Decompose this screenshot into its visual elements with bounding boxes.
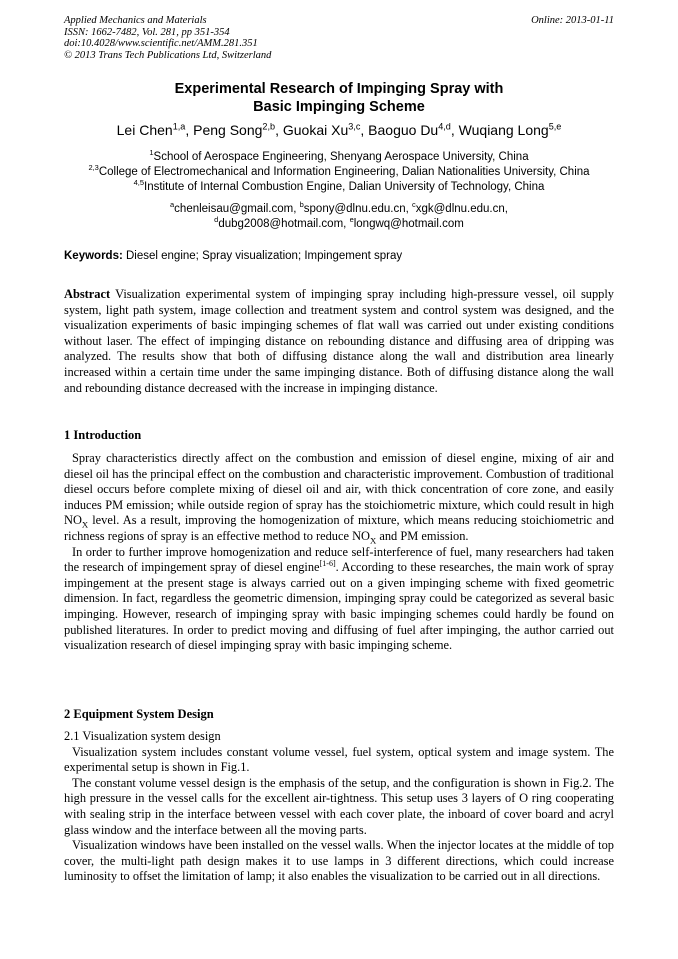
email-link[interactable]: spony@dlnu.edu.cn, — [303, 203, 412, 215]
affiliation: $^1$School of Aerospace Engineering, Shenyang Aerospace University, China — [149, 148, 529, 163]
email-line-2: $^d$dubg2008@hotmail.com, $^e$longwq@hotmail.com — [214, 215, 464, 230]
author: Guokai Xu$^{3,c}$, — [282, 121, 369, 138]
email-block — [0, 202, 678, 232]
copyright-line: © 2013 Trans Tech Publications Ltd, Switzerland — [64, 49, 272, 61]
equipment-paragraph-2: The constant volume vessel design is the emphasis of the setup, and the configuration is shown in Fig.2. The high pressure in the vessel calls for the excellent air-tightness. This setup uses 3 layers of O ring cooperating with sealing strip in the interface between vessel with each cover plate, the inboard of cover board and acryl glass window and the interface between all the moving parts. — [64, 775, 614, 837]
email-link[interactable]: chenleisau@gmail.com, — [174, 203, 300, 215]
doi-line: doi:10.4028/www.scientific.net/AMM.281.351 — [64, 38, 258, 49]
intro-body — [64, 451, 614, 654]
keywords-text: Diesel engine; Spray visualization; Impingement spray — [122, 250, 403, 262]
email-link[interactable]: xgk@dlnu.edu.cn, — [415, 203, 508, 215]
paper-title — [0, 80, 678, 116]
abstract-label: Abstract — [64, 287, 111, 301]
title-line-2: Basic Impinging Scheme — [253, 99, 425, 115]
section-heading-intro: 1 Introduction — [64, 428, 142, 442]
email-link[interactable]: dubg2008@hotmail.com, — [218, 218, 350, 230]
affiliations — [0, 150, 678, 195]
title-line-1: Experimental Research of Impinging Spray with — [174, 81, 504, 97]
abstract — [64, 287, 614, 396]
intro-paragraph-2: In order to further improve homogenization and reduce self-interference of fuel, many researchers had taken the research of impingement spray of diesel engine[1-6]. According to these researches, the main work of spray impingement at the present stage is always carried out on a given impinging scheme with fixed geometric dimension. In fact, regardless the geometric dimension, impinging spray could be categorized as several basic impinging. However, research of impinging spray with basic impinging schemes could hardly be found on published literatures. In order to predict moving and diffusing of fuel after impinging, the author carried out visualization research of diesel impinging spray with basic impinging scheme. — [64, 544, 614, 653]
equipment-body — [64, 729, 614, 885]
journal-name: Applied Mechanics and Materials — [64, 15, 207, 26]
keywords-label: Keywords: — [64, 250, 123, 262]
author: Lei Chen$^{1,a}$, — [116, 121, 194, 138]
affiliation: $^{2,3}$College of Electromechanical and Information Engineering, Dalian Nationalities University, China — [88, 163, 590, 178]
email-line-1: $^a$chenleisau@gmail.com, $^b$spony@dlnu.edu.cn, $^c$xgk@dlnu.edu.cn, — [170, 200, 508, 215]
online-date: Online: 2013-01-11 — [531, 15, 614, 26]
issn-line: ISSN: 1662-7482, Vol. 281, pp 351-354 — [64, 26, 230, 38]
equipment-paragraph-3: Visualization windows have been installed on the vessel walls. When the injector locates at the middle of top cover, the multi-light path design makes it to use lamps in 3 different directions, which could increase luminosity to offset the limitation of lamp; it also enables the visualization to be carried out in all directions. — [64, 838, 614, 884]
intro-paragraph-1: Spray characteristics directly affect on the combustion and emission of diesel engine, mixing of air and diesel oil has the principal effect on the combustion and characteristic improvement. Combustion of traditional diesel occurs before complete mixing of diesel oil and air, with thick concentration of core zone, and easily induces PM emission; while outside region of spray has the stoichiometric mixture, which could result in high $NO_X$ level. As a result, improving the homogenization of mixture, which means reducing stoichiometric and richness regions of spray is an effective method to reduce $NO_X$ and PM emission. — [64, 451, 614, 546]
author: Peng Song$^{2,b}$, — [193, 121, 283, 138]
affiliation: $^{4,5}$Institute of Internal Combustion Engine, Dalian University of Technology, China — [133, 178, 545, 193]
author: Wuqiang Long$^{5,e}$ — [458, 121, 562, 138]
equipment-paragraph-1: Visualization system includes constant volume vessel, fuel system, optical system and image system. The experimental setup is shown in Fig.1. — [64, 744, 614, 775]
author: Baoguo Du$^{4,d}$, — [368, 121, 459, 138]
citation[interactable]: [1-6] — [319, 559, 336, 569]
keywords — [64, 250, 402, 262]
section-heading-equipment: 2 Equipment System Design — [64, 707, 214, 721]
author-list — [0, 122, 678, 138]
email-link[interactable]: longwq@hotmail.com — [353, 218, 464, 230]
journal-header — [64, 15, 271, 61]
subsection-heading: 2.1 Visualization system design — [64, 729, 221, 743]
abstract-text: Visualization experimental system of impinging spray including high-pressure vessel, oil supply system, light path system, image collection and treatment system and control system was designed, and the visualization experiments of basic impinging schemes of flat wall was carried out under existing conditions without laser. The effect of impinging distance on rebounding distance and diffusing area of dripping was analyzed. The results show that both of diffusing distance along the wall and distribution area linearly increased within a certain time under the same impinging distance. Both of diffusing distance along the wall and rebounding distance decreased with the increase in impinging distance. — [64, 287, 614, 395]
